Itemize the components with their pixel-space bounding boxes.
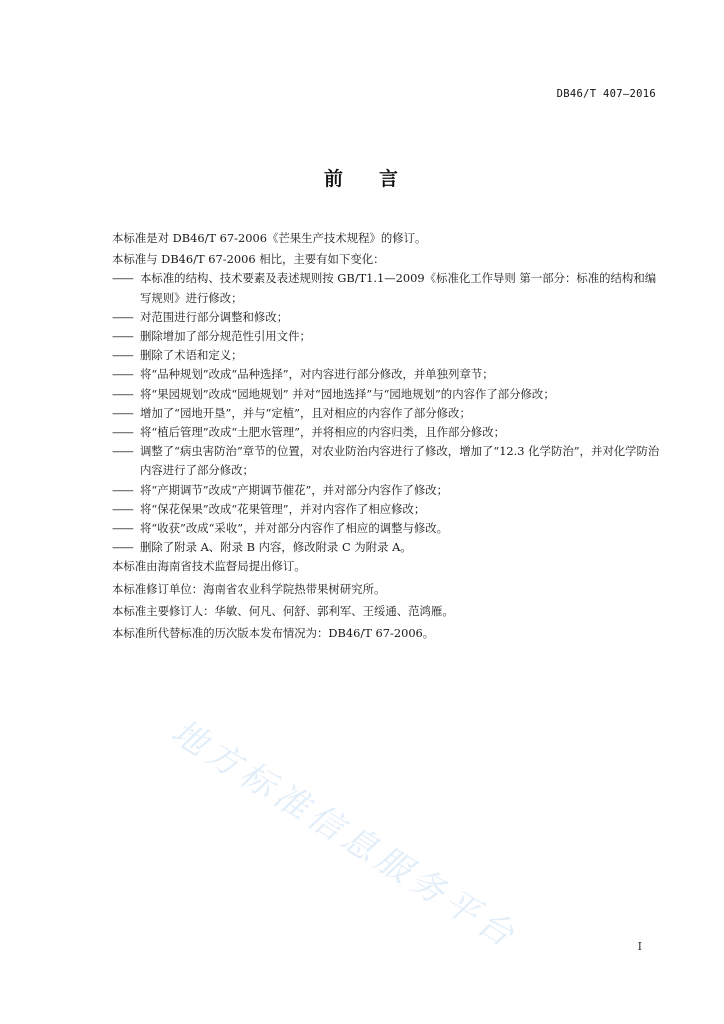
standard-code: DB46/T 407—2016 [556,88,656,100]
dash-marker: —— [112,501,133,516]
change-item-text: 本标准的结构、技术要素及表述规则按 GB/T1.1—2009《标准化工作导则 第一部分：标准的结构和编写规则》进行修改； [140,271,657,305]
change-item-text: 将“品种规划”改成“品种选择”，对内容进行部分修改，并单独列章节； [140,367,494,382]
watermark: 地方标准信息服务平台 [164,711,525,958]
dash-marker: —— [112,540,133,555]
change-item-text: 将“果园规划”改成“园地规划” 并对“园地选择”与“园地规划”的内容作了部分修改； [140,386,555,401]
change-item [112,365,660,384]
change-item-text: 对范围进行部分调整和修改； [140,309,289,324]
title-char-left: 前 [323,168,345,190]
drafting-unit-paragraph: 本标准修订单位：海南省农业科学院热带果树研究所。 [112,581,386,596]
change-item [112,538,660,557]
dash-marker: —— [112,386,133,401]
replaced-standard-paragraph: 本标准所代替标准的历次版本发布情况为：DB46/T 67-2006。 [112,626,435,641]
change-item [112,269,660,307]
change-item-text: 将“产期调节”改成“产期调节催花”，并对部分内容作了修改； [140,482,449,497]
change-item [112,385,660,404]
dash-marker: —— [112,521,133,536]
change-item-text: 将“保花保果”改成“花果管理”，并对内容作了相应修改； [140,501,426,516]
change-item-text: 删除了术语和定义； [140,348,243,363]
page-number: I [637,940,642,953]
title-char-right: 言 [379,168,401,190]
dash-marker: —— [112,425,133,440]
change-item-text: 删除增加了部分规范性引用文件； [140,329,311,344]
drafters-paragraph: 本标准主要修订人：华敏、何凡、何舒、郭利军、王绥通、范鸿雁。 [112,603,454,618]
dash-marker: —— [112,482,133,497]
dash-marker: —— [112,309,133,324]
change-item [112,346,660,365]
change-item [112,404,660,423]
change-item-text: 增加了“园地开垦”，并与“定植”，且对相应的内容作了部分修改； [140,405,471,420]
change-item [112,442,660,480]
dash-marker: —— [112,444,133,459]
intro-paragraph-2: 本标准与 DB46/T 67-2006 相比，主要有如下变化： [112,252,385,267]
change-list [112,269,660,557]
dash-marker: —— [112,271,133,286]
change-item-text: 将“植后管理”改成“土肥水管理”，并将相应的内容归类，且作部分修改； [140,425,506,440]
dash-marker: —— [112,329,133,344]
dash-marker: —— [112,367,133,382]
proposer-paragraph: 本标准由海南省技术监督局提出修订。 [112,559,306,574]
dash-marker: —— [112,405,133,420]
change-item-text: 调整了“病虫害防治”章节的位置，对农业防治内容进行了修改，增加了“12.3 化学防治”，并对化学防治内容进行了部分修改； [140,444,660,478]
dash-marker: —— [112,348,133,363]
page-title [0,164,724,191]
change-item-text: 删除了附录 A、附录 B 内容，修改附录 C 为附录 A。 [140,540,412,555]
intro-paragraph-1: 本标准是对 DB46/T 67-2006《芒果生产技术规程》的修订。 [112,231,427,245]
change-item [112,481,660,500]
change-item-text: 将“收获”改成“采收”，并对部分内容作了相应的调整与修改。 [140,521,449,536]
change-item [112,519,660,538]
change-item [112,500,660,519]
document-body [112,229,660,643]
change-item [112,327,660,346]
change-item [112,423,660,442]
change-item [112,308,660,327]
